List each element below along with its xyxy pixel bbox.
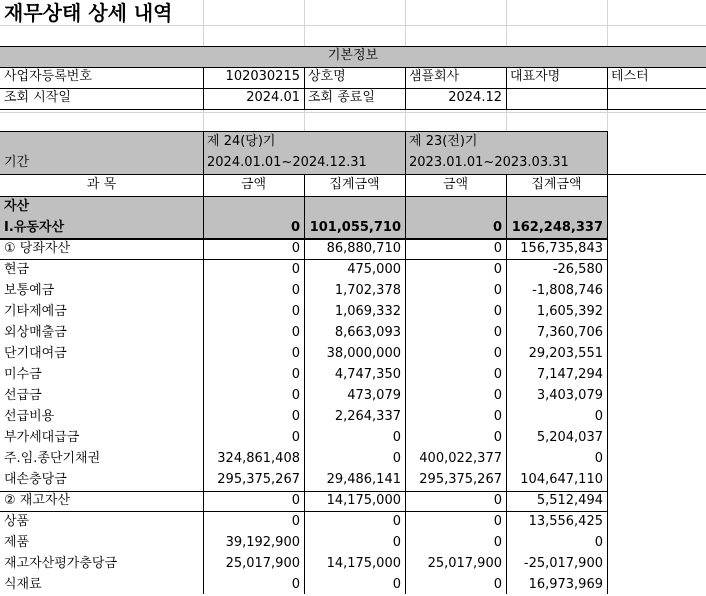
start-date-label: 조회 시작일 [4,90,71,105]
previous-sum-cell[interactable]: 0 [594,409,603,424]
account-name-cell[interactable]: 기타제예금 [4,304,67,319]
previous-amount-cell[interactable] [405,197,506,218]
previous-amount-cell[interactable]: 0 [493,430,502,445]
previous-amount-cell[interactable]: 0 [493,241,502,256]
previous-sum-cell[interactable]: 1,605,392 [536,304,603,319]
current-amount-cell[interactable]: 0 [291,283,300,298]
period-label: 기간 [0,153,203,174]
previous-sum-cell[interactable]: 13,556,425 [528,514,603,529]
previous-amount-cell[interactable]: 0 [493,262,502,277]
account-name-cell[interactable]: 선급금 [4,388,42,403]
previous-amount-cell[interactable]: 295,375,267 [419,472,502,487]
biz-reg-value[interactable]: 102030215 [225,69,300,84]
current-period-range: 2024.01.01~2024.12.31 [203,153,405,174]
account-name-cell[interactable]: 현금 [4,262,30,277]
biz-reg-label: 사업자등록번호 [4,69,92,84]
company-label: 상호명 [308,69,346,84]
account-name-cell[interactable]: 외상매출금 [4,325,67,340]
previous-sum-cell[interactable]: 16,973,969 [528,577,603,592]
current-amount-cell[interactable]: 295,375,267 [217,472,300,487]
account-name-cell[interactable]: 재고자산평가충당금 [4,556,118,571]
previous-amount-cell[interactable]: 25,017,900 [427,556,502,571]
account-name-cell[interactable]: Ⅰ.유동자산 [4,220,65,235]
current-sum-cell[interactable]: 14,175,000 [326,493,401,508]
current-amount-cell[interactable]: 0 [291,409,300,424]
current-sum-cell[interactable]: 38,000,000 [326,346,401,361]
start-date-value[interactable]: 2024.01 [246,90,300,105]
col-header-current-sum: 집계금액 [329,177,380,192]
current-sum-cell[interactable]: 29,486,141 [326,472,401,487]
current-sum-cell[interactable]: 475,000 [347,262,401,277]
col-header-previous-amount: 금액 [442,177,469,192]
current-sum-cell[interactable]: 101,055,710 [309,220,401,235]
current-sum-cell[interactable]: 1,702,378 [334,283,401,298]
account-name-cell[interactable]: 보통예금 [4,283,55,298]
end-date-label: 조회 종료일 [308,90,375,105]
current-amount-cell[interactable]: 0 [291,388,300,403]
previous-sum-cell[interactable]: 156,735,843 [520,241,603,256]
current-amount-cell[interactable]: 0 [291,430,300,445]
previous-sum-cell[interactable]: 5,204,037 [536,430,603,445]
account-name-cell[interactable]: 자산 [4,199,30,214]
account-name-cell[interactable]: ① 당좌자산 [4,241,71,256]
previous-sum-cell[interactable]: 0 [594,451,603,466]
previous-period-range: 2023.01.01~2023.03.31 [405,153,607,174]
previous-sum-cell[interactable]: -25,017,900 [523,556,603,571]
current-amount-cell[interactable]: 39,192,900 [225,535,300,550]
table-border [607,131,608,174]
current-amount-cell[interactable]: 25,017,900 [225,556,300,571]
account-name-cell[interactable]: 선급비용 [4,409,55,424]
grid-row-line [0,112,706,113]
table-border [0,109,706,110]
current-amount-cell[interactable]: 0 [291,514,300,529]
previous-amount-cell[interactable]: 0 [493,367,502,382]
previous-amount-cell[interactable]: 0 [493,325,502,340]
current-amount-cell[interactable]: 0 [291,493,300,508]
previous-amount-cell[interactable]: 0 [493,577,502,592]
table-border [405,175,406,594]
account-name-cell[interactable]: 상품 [4,514,30,529]
current-amount-cell[interactable]: 0 [291,367,300,382]
info-section-header[interactable]: 기본정보 [0,46,706,67]
end-date-value[interactable]: 2024.12 [448,90,502,105]
current-sum-cell[interactable]: 14,175,000 [326,556,401,571]
account-name-cell[interactable]: 대손충당금 [4,472,67,487]
current-sum-cell[interactable]: 2,264,337 [334,409,401,424]
table-border [304,175,305,594]
account-name-cell[interactable]: 제품 [4,535,30,550]
ceo-label: 대표자명 [510,69,561,84]
previous-amount-cell[interactable]: 0 [493,535,502,550]
previous-sum-cell[interactable]: 3,403,079 [536,388,603,403]
current-sum-cell[interactable]: 0 [392,514,401,529]
table-border [607,175,608,594]
previous-amount-cell[interactable]: 0 [493,493,502,508]
previous-sum-cell[interactable]: -1,808,746 [532,283,603,298]
current-amount-cell[interactable]: 0 [291,577,300,592]
current-amount-cell[interactable]: 0 [291,346,300,361]
table-border [203,67,204,109]
previous-amount-cell[interactable]: 0 [493,388,502,403]
account-name-cell[interactable]: ② 재고자산 [4,493,71,508]
previous-sum-cell[interactable]: 7,147,294 [536,367,603,382]
page-title: 재무상태 상세 내역 [4,1,173,25]
current-sum-cell[interactable]: 0 [392,451,401,466]
table-border [405,67,406,109]
account-name-cell[interactable]: 식재료 [4,577,42,592]
current-amount-cell[interactable]: 0 [291,304,300,319]
previous-sum-cell[interactable]: 7,360,706 [536,325,603,340]
table-border [0,46,706,47]
current-amount-cell[interactable]: 0 [290,220,300,235]
previous-amount-cell[interactable]: 0 [493,304,502,319]
company-value[interactable]: 샘플회사 [409,69,460,84]
current-amount-cell[interactable]: 0 [291,325,300,340]
current-sum-cell[interactable]: 0 [392,430,401,445]
previous-amount-cell[interactable]: 0 [493,346,502,361]
previous-period-label: 제 23(전)기 [405,132,607,153]
table-border [203,175,204,594]
current-period-label: 제 24(당)기 [203,132,405,153]
previous-sum-cell[interactable] [506,197,607,218]
table-border [304,67,305,109]
account-name-cell[interactable]: 주.임.종단기채권 [4,451,101,466]
table-border [405,131,406,174]
col-header-previous-sum: 집계금액 [531,177,582,192]
previous-amount-cell[interactable]: 400,022,377 [419,451,502,466]
current-sum-cell[interactable]: 473,079 [347,388,401,403]
current-sum-cell[interactable]: 0 [392,577,401,592]
table-border [607,67,608,109]
ceo-value[interactable]: 테스터 [611,69,649,84]
previous-amount-cell[interactable]: 0 [493,514,502,529]
previous-sum-cell[interactable]: -26,580 [552,262,603,277]
current-amount-cell[interactable]: 0 [291,241,300,256]
current-sum-cell[interactable]: 1,069,332 [334,304,401,319]
previous-sum-cell[interactable]: 104,647,110 [520,472,603,487]
current-sum-cell[interactable]: 4,747,350 [334,367,401,382]
previous-amount-cell[interactable]: 0 [493,409,502,424]
table-border [0,131,607,132]
current-amount-cell[interactable]: 324,861,408 [217,451,300,466]
current-sum-cell[interactable]: 86,880,710 [326,241,401,256]
current-sum-cell[interactable]: 0 [392,535,401,550]
col-header-current-amount: 금액 [240,177,267,192]
account-name-cell[interactable]: 부가세대급금 [4,430,80,445]
account-name-cell[interactable]: 미수금 [4,367,42,382]
previous-sum-cell[interactable]: 0 [594,535,603,550]
table-border [506,175,507,594]
table-border [203,131,204,174]
previous-sum-cell[interactable]: 162,248,337 [511,220,603,235]
previous-sum-cell[interactable]: 5,512,494 [536,493,603,508]
current-sum-cell[interactable]: 8,663,093 [334,325,401,340]
previous-amount-cell[interactable]: 0 [493,283,502,298]
previous-sum-cell[interactable]: 29,203,551 [528,346,603,361]
account-name-cell[interactable]: 단기대여금 [4,346,67,361]
col-header-account: 과 목 [86,177,117,192]
current-sum-cell[interactable] [304,197,405,218]
current-amount-cell[interactable] [203,197,304,218]
previous-amount-cell[interactable]: 0 [492,220,502,235]
current-amount-cell[interactable]: 0 [291,262,300,277]
table-border [506,67,507,109]
